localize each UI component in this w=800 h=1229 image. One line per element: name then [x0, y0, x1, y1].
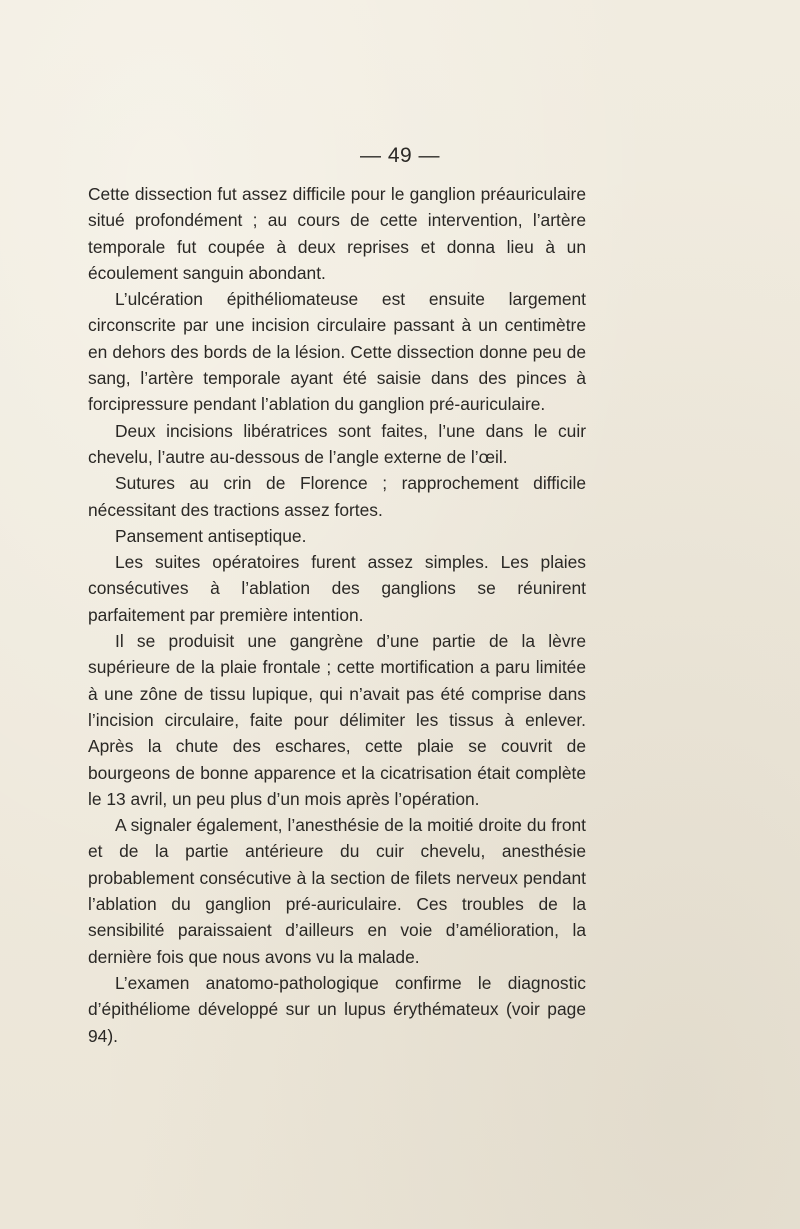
paragraph: Cette dissection fut assez difficile pour le ganglion préauriculaire situé profondément ; au cours de cette intervention, l’artère temporale fut coupée à deux reprises et donna lieu à un écoulement sanguin abondant. [88, 184, 586, 283]
paragraph: Il se produisit une gangrène d’une partie de la lèvre supérieure de la plaie frontale ; cette mortification a paru limitée à une zône de tissu lupique, qui n’avait pas été comprise dans l’incision circulaire, faite pour délimiter les tissus à enlever. Après la chute des eschares, cette plaie se couvrit de bourgeons de bonne apparence et la cicatrisation était complète le 13 avril, un peu plus d’un mois après l’opération. [88, 631, 586, 809]
paragraph: Deux incisions libératrices sont faites, l’une dans le cuir chevelu, l’autre au-dessous de l’angle externe de l’œil. [88, 420, 586, 467]
paragraph: A signaler également, l’anesthésie de la moitié droite du front et de la partie antérieure du cuir chevelu, anesthésie probablement consécutive à la section de filets nerveux pendant l’ablation du ganglion pré-auriculaire. Ces troubles de la sensibilité paraissaient d’ailleurs en voie d’amélioration, la dernière fois que nous avons vu la malade. [88, 815, 586, 967]
paragraph: L’examen anatomo-pathologique confirme le diagnostic d’épithéliome développé sur un lupus érythémateux (voir page 94). [88, 972, 586, 1046]
paragraph: L’ulcération épithéliomateuse est ensuite largement circonscrite par une incision circulaire passant à un centimètre en dehors des bords de la lésion. Cette dissection donne peu de sang, l’artère temporale ayant été saisie dans des pinces à forcipressure pendant l’ablation du ganglion pré-auriculaire. [88, 289, 586, 415]
paragraph: Pansement antiseptique. [115, 525, 307, 546]
paragraph: Sutures au crin de Florence ; rapprochement difficile nécessitant des tractions assez fortes. [88, 473, 586, 520]
paragraph: Les suites opératoires furent assez simples. Les plaies consécutives à l’ablation des ganglions se réunirent parfaitement par première intention. [88, 552, 586, 625]
page-number: — 49 — [359, 144, 441, 167]
body-text [88, 181, 586, 1049]
